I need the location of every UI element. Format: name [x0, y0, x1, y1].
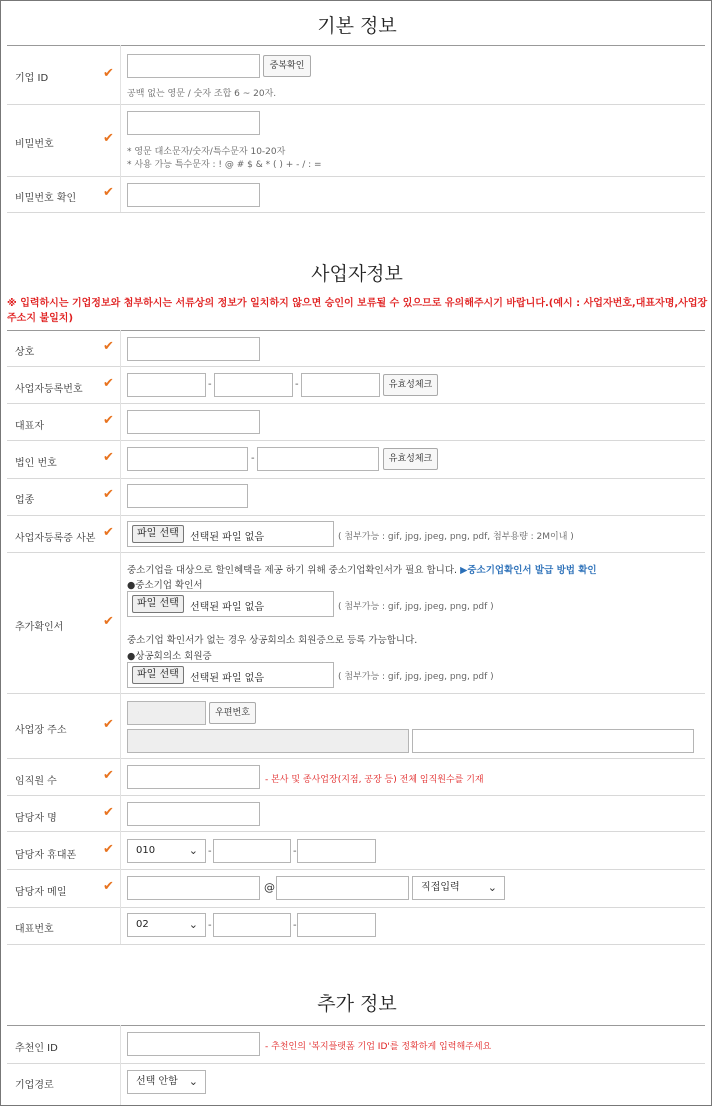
company-name-label: 상호 [15, 347, 35, 358]
divider [120, 907, 121, 944]
employees-label: 임직원 수 [15, 776, 57, 787]
phone-prefix-select[interactable] [127, 839, 206, 863]
chevron-down-icon: ⌄ [188, 844, 198, 857]
password-help-1: * 영문 대소문자/숫자/특수문자 10-20자 [127, 147, 286, 157]
divider [120, 693, 121, 758]
email-domain-select[interactable] [412, 876, 505, 900]
manager-phone-label: 담당자 휴대폰 [15, 850, 77, 861]
required-check-icon: ✔ [103, 879, 114, 894]
email-id-input[interactable] [127, 876, 260, 900]
at-sign: @ [264, 881, 275, 894]
corp-no-label: 법인 번호 [15, 458, 57, 469]
main-phone-mid-input[interactable] [213, 913, 291, 937]
divider [120, 831, 121, 869]
divider [7, 515, 705, 516]
divider [7, 104, 705, 105]
chevron-down-icon: ⌄ [188, 918, 198, 931]
divider [120, 552, 121, 693]
area-code-value: 02 [136, 919, 149, 930]
divider [120, 45, 121, 104]
password-help-2: * 사용 가능 특수문자 : ! @ # $ & * ( ) + - / : = [127, 160, 322, 170]
required-check-icon: ✔ [103, 487, 114, 502]
divider [120, 1063, 121, 1106]
divider [120, 869, 121, 907]
biz-reg-validity-check-button[interactable]: 유효성체크 [383, 374, 438, 396]
zipcode-input[interactable] [127, 701, 206, 725]
representative-label: 대표자 [15, 421, 44, 432]
divider [120, 104, 121, 176]
divider [7, 758, 705, 759]
divider [7, 693, 705, 694]
corp-no-part2-input[interactable] [257, 447, 379, 471]
phone-last-input[interactable] [297, 839, 376, 863]
chamber-notice: 중소기업 확인서가 없는 경우 상공회의소 회원증으로 등록 가능합니다. [127, 635, 418, 646]
sme-cert-title: ●중소기업 확인서 [127, 580, 203, 591]
password-confirm-label: 비밀번호 확인 [15, 193, 77, 204]
sme-cert-attach-help: ( 첨부가능 : gif, jpg, jpeg, png, pdf ) [338, 602, 494, 612]
divider [7, 212, 705, 213]
divider [120, 176, 121, 212]
manager-name-input[interactable] [127, 802, 260, 826]
company-route-select-value: 선택 안함 [136, 1076, 178, 1087]
sme-notice-text: 중소기업을 대상으로 할인혜택을 제공 하기 위해 중소기업확인서가 필요 합니다. [127, 565, 458, 576]
divider [7, 330, 705, 331]
phone-mid-input[interactable] [213, 839, 291, 863]
required-check-icon: ✔ [103, 768, 114, 783]
main-phone-label: 대표번호 [15, 924, 54, 935]
file-select-button[interactable]: 파일 선택 [132, 595, 184, 613]
referrer-help: - 추천인의 '복지플랫폼 기업 ID'를 정확하게 입력해주세요 [265, 1042, 492, 1052]
company-route-select[interactable] [127, 1070, 206, 1094]
divider [7, 45, 705, 46]
manager-name-label: 담당자 명 [15, 813, 57, 824]
chevron-down-icon: ⌄ [188, 1075, 198, 1088]
address-detail-input[interactable] [412, 729, 694, 753]
chamber-cert-file-field [127, 662, 334, 688]
biz-reg-copy-label: 사업자등록증 사본 [15, 533, 96, 544]
divider [120, 330, 121, 366]
company-id-help: 공백 없는 영문 / 숫자 조합 6 ~ 20자. [127, 89, 277, 99]
required-check-icon: ✔ [103, 413, 114, 428]
representative-input[interactable] [127, 410, 260, 434]
biz-reg-no-label: 사업자등록번호 [15, 384, 83, 395]
divider [120, 478, 121, 515]
no-file-text: 선택된 파일 없음 [190, 532, 264, 543]
required-check-icon: ✔ [103, 185, 114, 200]
divider [7, 366, 705, 367]
no-file-text: 선택된 파일 없음 [190, 602, 264, 613]
dash-separator: - [293, 846, 297, 857]
divider [7, 1063, 705, 1064]
password-confirm-input[interactable] [127, 183, 260, 207]
file-select-button[interactable]: 파일 선택 [132, 525, 184, 543]
dash-separator: - [251, 453, 255, 464]
divider [7, 1025, 705, 1026]
divider [120, 403, 121, 440]
sme-notice [127, 562, 597, 576]
dash-separator: - [293, 920, 297, 931]
zipcode-search-button[interactable]: 우편번호 [209, 702, 256, 724]
required-check-icon: ✔ [103, 339, 114, 354]
required-check-icon: ✔ [103, 376, 114, 391]
phone-prefix-value: 010 [136, 845, 156, 856]
required-check-icon: ✔ [103, 66, 114, 81]
area-code-select[interactable] [127, 913, 206, 937]
divider [120, 515, 121, 552]
company-id-label: 기업 ID [15, 73, 49, 84]
business-info-title: 사업자정보 [311, 263, 403, 285]
password-input[interactable] [127, 111, 260, 135]
divider [120, 1025, 121, 1063]
basic-info-title: 기본 정보 [317, 15, 397, 37]
required-check-icon: ✔ [103, 450, 114, 465]
referrer-id-label: 추천인 ID [15, 1043, 58, 1054]
biz-reg-attach-help: ( 첨부가능 : gif, jpg, jpeg, png, pdf, 첨부용량 : 2M이내 ) [338, 532, 574, 542]
email-domain-select-value: 직접입력 [421, 882, 460, 893]
divider [7, 831, 705, 832]
divider [7, 552, 705, 553]
biz-reg-no-part1-input[interactable] [127, 373, 206, 397]
route-label: 기업경로 [15, 1080, 54, 1091]
dash-separator: - [295, 379, 299, 390]
main-phone-last-input[interactable] [297, 913, 376, 937]
industry-input[interactable] [127, 484, 248, 508]
extra-cert-label: 추가확인서 [15, 622, 64, 633]
file-select-button[interactable]: 파일 선택 [132, 666, 184, 684]
divider [7, 440, 705, 441]
divider [120, 795, 121, 831]
required-check-icon: ✔ [103, 717, 114, 732]
required-check-icon: ✔ [103, 805, 114, 820]
sme-cert-guide-link[interactable]: ▶중소기업확인서 발급 방법 확인 [460, 565, 597, 576]
dup-check-button[interactable]: 중복확인 [263, 55, 311, 77]
chamber-cert-attach-help: ( 첨부가능 : gif, jpg, jpeg, png, pdf ) [338, 672, 494, 682]
email-domain-input[interactable] [276, 876, 409, 900]
employees-help: - 본사 및 종사업장(지점, 공장 등) 전체 임직원수를 기재 [265, 775, 484, 785]
dash-separator: - [208, 920, 212, 931]
divider [7, 403, 705, 404]
dash-separator: - [208, 846, 212, 857]
divider [120, 758, 121, 795]
required-check-icon: ✔ [103, 525, 114, 540]
corp-no-validity-check-button[interactable]: 유효성체크 [383, 448, 438, 470]
required-check-icon: ✔ [103, 131, 114, 146]
info-mismatch-warning: ※ 입력하시는 기업정보와 첨부하시는 서류상의 정보가 일치하지 않으면 승인이 보류될 수 있으므로 유의해주시기 바랍니다.(예시 : 사업자번호,대표자명,사업장주소지 불일치) [7, 298, 708, 324]
company-id-input[interactable] [127, 54, 260, 78]
biz-reg-file-field [127, 521, 334, 547]
divider [120, 440, 121, 478]
dash-separator: - [208, 379, 212, 390]
chevron-down-icon: ⌄ [487, 881, 497, 894]
no-file-text: 선택된 파일 없음 [190, 673, 264, 684]
sme-cert-file-field [127, 591, 334, 617]
required-check-icon: ✔ [103, 614, 114, 629]
referrer-id-input[interactable] [127, 1032, 260, 1056]
required-check-icon: ✔ [103, 842, 114, 857]
password-label: 비밀번호 [15, 139, 54, 150]
extra-info-title: 추가 정보 [317, 993, 397, 1015]
divider [7, 478, 705, 479]
divider [7, 869, 705, 870]
address-label: 사업장 주소 [15, 725, 67, 736]
divider [7, 907, 705, 908]
divider [7, 944, 705, 945]
manager-email-label: 담당자 메일 [15, 887, 67, 898]
industry-label: 업종 [15, 495, 35, 506]
chamber-cert-title: ●상공회의소 회원증 [127, 651, 212, 662]
divider [7, 176, 705, 177]
address-main-input[interactable] [127, 729, 409, 753]
divider [120, 366, 121, 403]
biz-reg-no-part2-input[interactable] [214, 373, 293, 397]
employees-input[interactable] [127, 765, 260, 789]
company-name-input[interactable] [127, 337, 260, 361]
divider [7, 795, 705, 796]
corp-no-part1-input[interactable] [127, 447, 248, 471]
biz-reg-no-part3-input[interactable] [301, 373, 380, 397]
